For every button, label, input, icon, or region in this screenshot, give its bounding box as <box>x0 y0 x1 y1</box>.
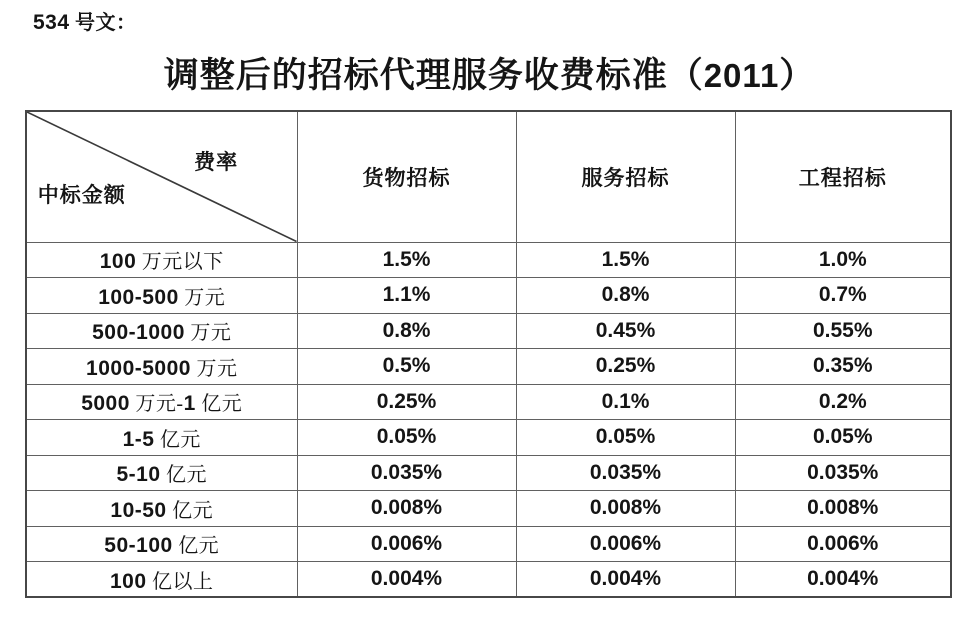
fee-rate-value <box>297 455 516 491</box>
numeric-text: 1-5 <box>122 427 155 451</box>
fee-rate-value <box>516 278 735 314</box>
numeric-text: 5-10 <box>116 463 161 487</box>
doc-ref-label: 534 号文： <box>33 11 137 34</box>
numeric-text: 0.008% <box>807 496 879 520</box>
fee-rate-value <box>297 491 516 527</box>
fee-rate-value <box>735 384 951 420</box>
numeric-text: 0.1% <box>601 389 650 413</box>
numeric-text: 1.1% <box>382 283 431 307</box>
numeric-text: 2011 <box>703 57 780 94</box>
row-label-amount-range: 100-500 万元 <box>26 278 297 314</box>
numeric-text: 0.5% <box>382 354 431 378</box>
numeric-text: 1.5% <box>382 247 431 271</box>
fee-rate-value <box>735 313 951 349</box>
column-header-goods-bidding: 货物招标 <box>297 111 516 242</box>
numeric-text: 0.2% <box>818 389 867 413</box>
fee-rate-value <box>735 278 951 314</box>
numeric-text: 100-500 <box>98 285 179 309</box>
numeric-text: 0.35% <box>812 354 873 378</box>
numeric-text: 100 <box>109 569 147 593</box>
corner-label-bid-amount: 中标金额 <box>37 183 126 208</box>
table-row <box>26 455 951 491</box>
fee-rate-value <box>735 242 951 278</box>
table-body <box>26 242 951 597</box>
row-label-amount-range: 5-10 亿元 <box>26 455 297 491</box>
row-label-amount-range: 100 亿以上 <box>26 562 297 598</box>
numeric-text: 1.0% <box>818 247 867 271</box>
column-header-engineering-bidding: 工程招标 <box>735 111 951 242</box>
numeric-text: 500-1000 <box>92 321 185 345</box>
row-label-amount-range: 1-5 亿元 <box>26 420 297 456</box>
row-label-amount-range: 100 万元以下 <box>26 242 297 278</box>
row-label-amount-range: 10-50 亿元 <box>26 491 297 527</box>
fee-rate-value <box>735 562 951 598</box>
fee-rate-value <box>516 491 735 527</box>
numeric-text: 5000 <box>81 392 130 416</box>
table-row <box>26 242 951 278</box>
fee-rate-value <box>297 349 516 385</box>
fee-rate-value <box>297 242 516 278</box>
table-row <box>26 420 951 456</box>
fee-rate-value <box>297 420 516 456</box>
numeric-text: 10-50 <box>110 498 167 522</box>
corner-label-fee-rate: 费率 <box>194 149 239 174</box>
table-header-row <box>26 111 951 242</box>
numeric-text: 0.05% <box>376 425 437 449</box>
page-title: 调整后的招标代理服务收费标准（2011） <box>163 56 816 95</box>
column-header-service-bidding: 服务招标 <box>516 111 735 242</box>
numeric-text: 0.035% <box>807 460 879 484</box>
numeric-text: 0.004% <box>370 567 443 590</box>
numeric-text: 0.035% <box>589 460 662 484</box>
numeric-text: 0.035% <box>370 460 443 484</box>
fee-rate-value <box>297 562 516 598</box>
numeric-text: 0.7% <box>818 283 867 307</box>
table-row <box>26 562 951 598</box>
fee-rate-value <box>297 313 516 349</box>
fee-rate-value <box>297 278 516 314</box>
numeric-text: 0.05% <box>595 425 656 449</box>
numeric-text: 0.008% <box>589 496 662 520</box>
numeric-text: 1000-5000 <box>86 356 191 380</box>
numeric-text: 0.8% <box>382 318 431 342</box>
numeric-text: 0.006% <box>370 531 443 555</box>
row-label-amount-range: 50-100 亿元 <box>26 526 297 562</box>
numeric-text: 0.45% <box>595 318 656 342</box>
numeric-text: 0.8% <box>601 283 650 307</box>
table-row <box>26 526 951 562</box>
table-row <box>26 349 951 385</box>
fee-rate-value <box>735 491 951 527</box>
numeric-text: 1.5% <box>601 247 650 271</box>
table-row <box>26 491 951 527</box>
fee-rate-table <box>25 110 952 598</box>
numeric-text: 0.55% <box>812 318 873 342</box>
fee-rate-value <box>735 455 951 491</box>
fee-rate-value <box>735 349 951 385</box>
fee-rate-value <box>516 455 735 491</box>
fee-rate-value <box>516 526 735 562</box>
table-row <box>26 278 951 314</box>
row-label-amount-range: 500-1000 万元 <box>26 313 297 349</box>
table-row <box>26 384 951 420</box>
numeric-text: 0.05% <box>812 425 873 449</box>
row-label-amount-range: 5000 万元-1 亿元 <box>26 384 297 420</box>
fee-rate-value <box>735 526 951 562</box>
table-row <box>26 313 951 349</box>
fee-rate-value <box>516 420 735 456</box>
fee-rate-value <box>297 526 516 562</box>
fee-rate-value <box>735 420 951 456</box>
numeric-text: 1 <box>183 392 196 416</box>
fee-rate-value <box>516 242 735 278</box>
numeric-text: 534 <box>33 11 70 34</box>
numeric-text: 0.004% <box>807 567 879 590</box>
numeric-text: 0.25% <box>595 354 656 378</box>
numeric-text: 100 <box>99 250 137 274</box>
row-label-amount-range: 1000-5000 万元 <box>26 349 297 385</box>
numeric-text: 0.006% <box>807 531 879 555</box>
numeric-text: 50-100 <box>104 534 173 558</box>
fee-rate-value <box>516 313 735 349</box>
numeric-text: 0.004% <box>589 567 662 590</box>
fee-rate-value <box>297 384 516 420</box>
diagonal-divider-line <box>27 112 297 242</box>
numeric-text: 0.006% <box>589 531 662 555</box>
fee-rate-value <box>516 562 735 598</box>
diagonal-header-cell <box>26 111 297 242</box>
fee-rate-value <box>516 349 735 385</box>
fee-rate-value <box>516 384 735 420</box>
numeric-text: 0.008% <box>370 496 443 520</box>
numeric-text: 0.25% <box>376 389 437 413</box>
